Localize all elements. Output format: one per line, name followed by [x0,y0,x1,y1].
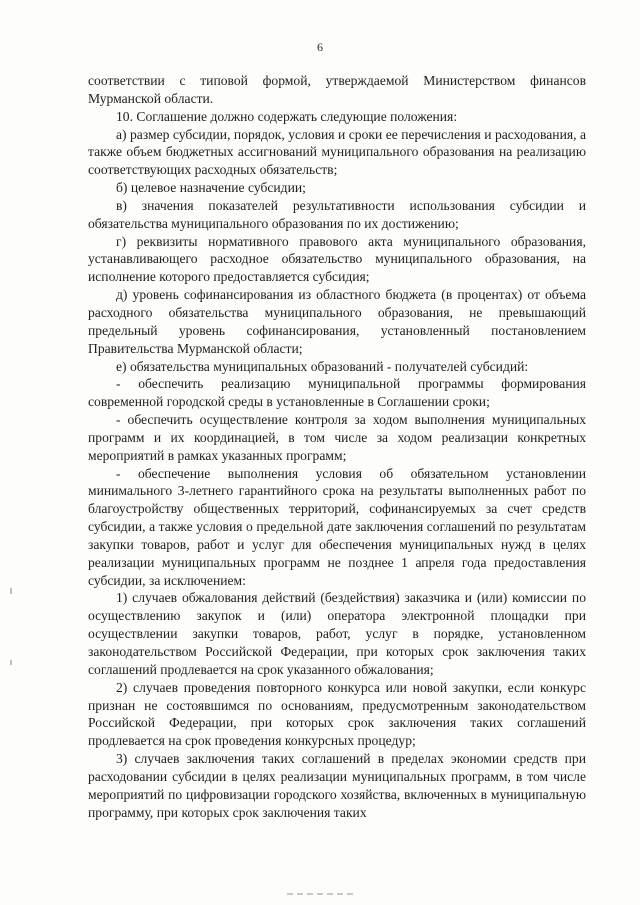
scan-artifact-footer [287,893,357,895]
paragraph-continuation: соответствии с типовой формой, утверждаемой Министерством финансов Мурманской области. [88,73,586,106]
paragraph-item-a: а) размер субсидии, порядок, условия и сроки ее перечисления и расходования, а также объем бюджетных ассигнований муниципального образования на реализацию соответствующих расходных обязательств; [88,126,586,178]
paragraph-item-v: в) значения показателей результативности использования субсидии и обязательства муниципального образования по их достижению; [88,197,586,231]
document-body [88,72,586,821]
paragraph-bullet-1: - обеспечить реализацию муниципальной программы формирования современной городской среды в установленные в Соглашении сроки; [88,376,586,410]
paragraph-exception-2: 2) случаев проведения повторного конкурса или новой закупки, если конкурс признан не состоявшимся по основаниям, предусмотренным законодательством Российской Федерации, при которых срок заключения таких соглашений продлевается на срок проведения конкурсных процедур; [88,679,586,749]
paragraph-item-d: д) уровень софинансирования из областного бюджета (в процентах) от объема расходного обязательства муниципального образования, не превышающий предельный уровень софинансирования, установленный постановлением Правительства Мурманской области; [88,287,586,356]
scan-artifact-mark [10,588,12,594]
paragraph-exception-1: 1) случаев обжалования действий (бездействия) заказчика и (или) комиссии по осуществлению закупок и (или) оператора электронной площадки при осуществлении закупки товаров, работ, услуг в порядке, установленном законодательством Российской Федерации, при которых срок заключения таких соглашений продлевается на срок указанного обжалования; [88,590,586,677]
paragraph-item-g: г) реквизиты нормативного правового акта муниципального образования, устанавливающего расходное обязательство муниципального образования, на исполнение которого предоставляется субсидия; [88,233,586,285]
paragraph-bullet-2: - обеспечить осуществление контроля за ходом выполнения муниципальных программ и их координацией, в том числе за ходом реализации конкретных мероприятий в рамках указанных программ; [88,412,586,463]
paragraph-item-e: е) обязательства муниципальных образований - получателей субсидий: [116,358,529,374]
page-number: 6 [317,40,323,54]
paragraph-exception-3: 3) случаев заключения таких соглашений в пределах экономии средств при расходовании субсидии в целях реализации муниципальных программ, в том числе мероприятий по цифровизации городского хозяйства, включенных в муниципальную программу, при которых срок заключения таких [88,751,586,820]
scan-artifact-mark [10,660,12,665]
paragraph-bullet-3: - обеспечение выполнения условия об обязательном установлении минимального 3-летнего гарантийного срока на результаты выполненных работ по благоустройству общественных территорий, софинансируемых за счет средств субсидии, а также условия о предельной дате заключения соглашений по результатам закупки товаров, работ и услуг для обеспечения муниципальных нужд в целях реализации муниципальных программ не позднее 1 апреля года предоставления субсидии, за исключением: [88,465,586,588]
paragraph-item-b: б) целевое назначение субсидии; [116,180,306,196]
paragraph-clause-10: 10. Соглашение должно содержать следующие положения: [116,108,458,124]
